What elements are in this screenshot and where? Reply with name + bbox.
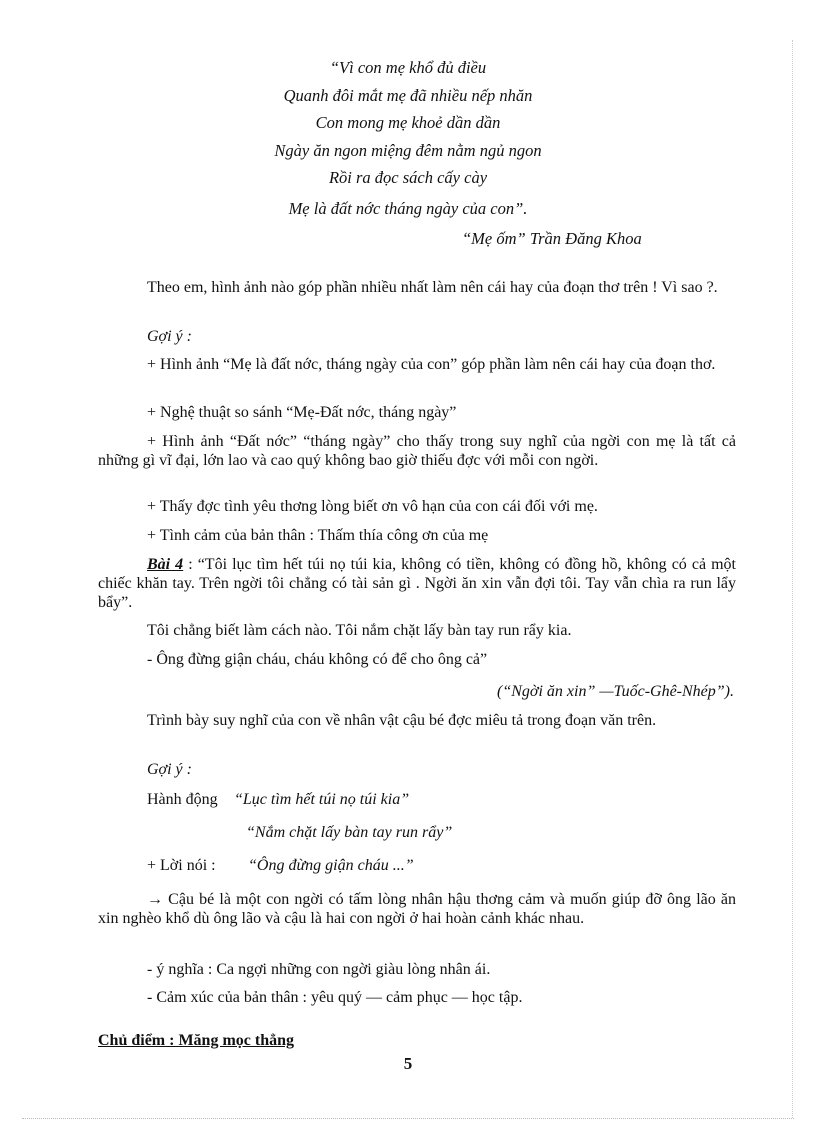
hint-item: + Tình cảm của bản thân : Thấm thía công ơn của mẹ [147,527,489,544]
page-border-right [792,40,793,1118]
poem-line: Ngày ăn ngon miệng đêm nằm ngủ ngon [274,140,542,160]
conclusion-paragraph: → Cậu bé là một con ngời có tấm lòng nhân hậu thơng cảm và muốn giúp đỡ ông lão ăn xin nghèo khổ dù ông lão và cậu là hai con ngời ở hai hoàn cảnh khác nhau. [98,891,736,927]
hint-item: + Nghệ thuật so sánh “Mẹ-Đất nớc, tháng ngày” [147,404,457,421]
hint-item: + Hình ảnh “Đất nớc” “tháng ngày” cho thấy trong suy nghĩ của ngời con mẹ là tất cả những gì vĩ đại, lớn lao và cao quý không bao giờ thiếu đợc với mỗi con ngời. [98,433,736,469]
exercise-4-source: (“Ngời ăn xin” —Tuốc-Ghê-Nhép”). [497,683,734,700]
hint-item: + Thấy đợc tình yêu thơng lòng biết ơn vô hạn của con cái đối với mẹ. [147,498,598,515]
hint-item: + Hình ảnh “Mẹ là đất nớc, tháng ngày của con” góp phần làm nên cái hay của đoạn thơ. [147,356,716,373]
poem [0,54,816,222]
feeling-line: - Cảm xúc của bản thân : yêu quý — cảm phục — học tập. [147,989,523,1006]
exercise-4-line: Tôi chẳng biết làm cách nào. Tôi nắm chặt lấy bàn tay run rẩy kia. [147,622,572,639]
hint-label: Gợi ý : [147,328,192,345]
poem-line: Con mong mẹ khoẻ dần dần [315,113,501,132]
exercise-4-task: Trình bày suy nghĩ của con về nhân vật cậu bé đợc miêu tả trong đoạn văn trên. [147,712,657,729]
poem-line: Quanh đôi mắt mẹ đã nhiều nếp nhăn [283,85,533,105]
poem-line: Rồi ra đọc sách cấy cày [328,168,488,187]
poem-line: “Vì con mẹ khổ đủ điều [329,58,487,77]
page-number: 5 [403,1054,413,1073]
speech-label: + Lời nói : [147,857,216,874]
action-quote: “Lục tìm hết túi nọ túi kia” [234,791,410,808]
action-quote: “Nắm chặt lấy bàn tay run rẩy” [246,824,453,841]
exercise-4-paragraph [98,555,736,612]
exercise-4-text: : “Tôi lục tìm hết túi nọ túi kia, không có tiền, không có đồng hồ, không có cả một chiếc khăn tay. Trên ngời tôi chẳng có tài sản gì . Ngời ăn xin vẫn đợi tôi. Tay vẫn chìa ra run lẩy bẩy”. [98,556,736,611]
section-heading: Chủ điểm : Măng mọc thẳng [98,1032,295,1049]
page-border-bottom [22,1118,794,1119]
poem-attribution: “Mẹ ốm” Trần Đăng Khoa [462,229,642,248]
meaning-line: - ý nghĩa : Ca ngợi những con ngời giàu lòng nhân ái. [147,961,491,978]
speech-quote: “Ông đừng giận cháu ...” [248,857,414,874]
exercise-4-line: - Ông đừng giận cháu, cháu không có để cho ông cả” [147,651,488,668]
poem-line: Mẹ là đất nớc tháng ngày của con”. [288,198,528,218]
question-paragraph: Theo em, hình ảnh nào góp phần nhiều nhất làm nên cái hay của đoạn thơ trên ! Vì sao ?. [147,279,718,296]
hint-label: Gợi ý : [147,761,192,778]
exercise-4-label: Bài 4 [147,556,184,573]
action-label: Hành động [147,791,218,808]
